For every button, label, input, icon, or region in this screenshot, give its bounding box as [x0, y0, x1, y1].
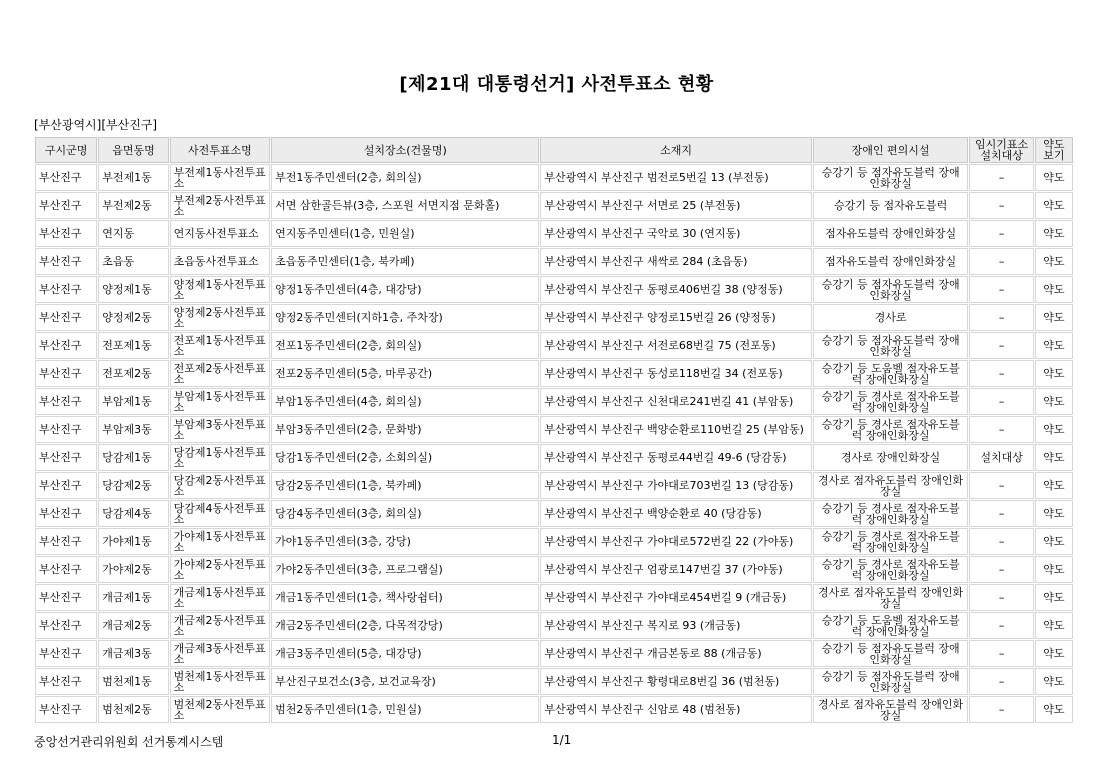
col-location-cell: 서면 삼한골든뷰(3층, 스포원 서면지점 문화홀) [271, 192, 539, 219]
col-location-cell: 개금1동주민센터(1층, 책사랑쉼터) [271, 584, 539, 611]
table-row [35, 220, 1073, 247]
col-district-cell: 부산진구 [35, 220, 97, 247]
col-dong-cell: 전포제2동 [98, 360, 168, 387]
col-address-cell: 부산광역시 부산진구 엄광로147번길 37 (가야동) [540, 556, 811, 583]
col-temp-booth-cell: – [969, 304, 1033, 331]
table-header-row [35, 137, 1073, 163]
col-map-cell[interactable]: 약도 [1035, 668, 1073, 695]
col-temp-booth-cell: – [969, 500, 1033, 527]
col-location-cell: 당감2동주민센터(1층, 북카페) [271, 472, 539, 499]
table-row [35, 696, 1073, 723]
col-address-cell: 부산광역시 부산진구 동성로118번길 34 (전포동) [540, 360, 811, 387]
table-row [35, 416, 1073, 443]
col-dong-cell: 가야제2동 [98, 556, 168, 583]
col-temp-booth-cell: – [969, 472, 1033, 499]
col-map-cell[interactable]: 약도 [1035, 696, 1073, 723]
col-district-cell: 부산진구 [35, 556, 97, 583]
table-row [35, 276, 1073, 303]
col-accessibility-cell: 승강기 등 도움벨 점자유도블럭 장애인화장실 [813, 612, 969, 639]
col-station-name-cell: 양정제2동사전투표소 [170, 304, 270, 331]
col-temp-booth-cell: – [969, 360, 1033, 387]
col-temp-booth-cell: – [969, 416, 1033, 443]
col-location-cell: 당감1동주민센터(2층, 소회의실) [271, 444, 539, 471]
col-accessibility-cell: 승강기 등 경사로 점자유도블럭 장애인화장실 [813, 416, 969, 443]
col-temp-booth-cell: – [969, 612, 1033, 639]
col-accessibility-cell: 점자유도블럭 장애인화장실 [813, 220, 969, 247]
col-address-cell: 부산광역시 부산진구 서전로68번길 75 (전포동) [540, 332, 811, 359]
table-row [35, 640, 1073, 667]
col-district-cell: 부산진구 [35, 500, 97, 527]
col-district-cell: 부산진구 [35, 304, 97, 331]
col-station-name-cell: 전포제1동사전투표소 [170, 332, 270, 359]
col-accessibility-cell: 경사로 점자유도블럭 장애인화장실 [813, 584, 969, 611]
col-dong-cell: 부전제1동 [98, 164, 168, 191]
table-row [35, 612, 1073, 639]
col-accessibility-cell: 승강기 등 점자유도블럭 장애인화장실 [813, 668, 969, 695]
col-address-cell: 부산광역시 부산진구 가야대로454번길 9 (개금동) [540, 584, 811, 611]
col-district-cell: 부산진구 [35, 612, 97, 639]
col-map-cell[interactable]: 약도 [1035, 640, 1073, 667]
col-location-cell: 부암1동주민센터(4층, 회의실) [271, 388, 539, 415]
col-station-name-cell: 범천제2동사전투표소 [170, 696, 270, 723]
col-map-cell[interactable]: 약도 [1035, 220, 1073, 247]
col-accessibility-cell: 승강기 등 점자유도블럭 장애인화장실 [813, 164, 969, 191]
table-body [35, 164, 1073, 723]
col-station-name-cell: 개금제1동사전투표소 [170, 584, 270, 611]
col-map-cell[interactable]: 약도 [1035, 248, 1073, 275]
col-map-cell[interactable]: 약도 [1035, 444, 1073, 471]
col-location-cell: 양정2동주민센터(지하1층, 주차장) [271, 304, 539, 331]
col-station-name-cell: 가야제1동사전투표소 [170, 528, 270, 555]
col-temp-booth-cell: – [969, 388, 1033, 415]
col-map-cell[interactable]: 약도 [1035, 584, 1073, 611]
col-temp-booth-cell: – [969, 584, 1033, 611]
col-map-cell[interactable]: 약도 [1035, 360, 1073, 387]
col-district-cell: 부산진구 [35, 360, 97, 387]
col-dong-cell: 부암제3동 [98, 416, 168, 443]
col-temp-booth-cell: – [969, 332, 1033, 359]
col-map-cell[interactable]: 약도 [1035, 192, 1073, 219]
table-row [35, 500, 1073, 527]
header-col-district: 구시군명 [35, 137, 97, 163]
col-dong-cell: 당감제2동 [98, 472, 168, 499]
col-location-cell: 전포2동주민센터(5층, 마루공간) [271, 360, 539, 387]
col-accessibility-cell: 경사로 점자유도블럭 장애인화장실 [813, 696, 969, 723]
col-address-cell: 부산광역시 부산진구 신암로 48 (범천동) [540, 696, 811, 723]
col-map-cell[interactable]: 약도 [1035, 528, 1073, 555]
col-temp-booth-cell: – [969, 556, 1033, 583]
col-address-cell: 부산광역시 부산진구 백양순환로 40 (당감동) [540, 500, 811, 527]
header-col-temp-booth: 임시기표소 설치대상 [969, 137, 1033, 163]
table-row [35, 584, 1073, 611]
col-map-cell[interactable]: 약도 [1035, 388, 1073, 415]
col-temp-booth-cell: – [969, 668, 1033, 695]
region-breadcrumb: [부산광역시][부산진구] [34, 118, 158, 132]
col-location-cell: 범천2동주민센터(1층, 민원실) [271, 696, 539, 723]
header-col-station-name: 사전투표소명 [170, 137, 270, 163]
col-dong-cell: 개금제1동 [98, 584, 168, 611]
col-district-cell: 부산진구 [35, 192, 97, 219]
col-accessibility-cell: 승강기 등 점자유도블럭 장애인화장실 [813, 332, 969, 359]
col-temp-booth-cell: – [969, 220, 1033, 247]
col-temp-booth-cell: – [969, 528, 1033, 555]
col-location-cell: 개금2동주민센터(2층, 다목적강당) [271, 612, 539, 639]
col-dong-cell: 개금제3동 [98, 640, 168, 667]
col-dong-cell: 범천제2동 [98, 696, 168, 723]
col-station-name-cell: 초읍동사전투표소 [170, 248, 270, 275]
col-address-cell: 부산광역시 부산진구 개금본동로 88 (개금동) [540, 640, 811, 667]
col-dong-cell: 가야제1동 [98, 528, 168, 555]
table-row [35, 248, 1073, 275]
col-district-cell: 부산진구 [35, 164, 97, 191]
col-temp-booth-cell: – [969, 248, 1033, 275]
col-accessibility-cell: 승강기 등 경사로 점자유도블럭 장애인화장실 [813, 556, 969, 583]
col-district-cell: 부산진구 [35, 416, 97, 443]
col-map-cell[interactable]: 약도 [1035, 416, 1073, 443]
col-station-name-cell: 가야제2동사전투표소 [170, 556, 270, 583]
col-temp-booth-cell: – [969, 696, 1033, 723]
col-station-name-cell: 부암제1동사전투표소 [170, 388, 270, 415]
col-district-cell: 부산진구 [35, 472, 97, 499]
col-station-name-cell: 부전제1동사전투표소 [170, 164, 270, 191]
col-map-cell[interactable]: 약도 [1035, 500, 1073, 527]
table-row [35, 164, 1073, 191]
table-row [35, 556, 1073, 583]
col-temp-booth-cell: – [969, 192, 1033, 219]
header-col-map: 약도 보기 [1035, 137, 1073, 163]
col-address-cell: 부산광역시 부산진구 양정로15번길 26 (양정동) [540, 304, 811, 331]
col-accessibility-cell: 승강기 등 경사로 점자유도블럭 장애인화장실 [813, 528, 969, 555]
col-accessibility-cell: 승강기 등 도움벨 점자유도블럭 장애인화장실 [813, 360, 969, 387]
col-address-cell: 부산광역시 부산진구 새싹로 284 (초읍동) [540, 248, 811, 275]
header-col-location: 설치장소(건물명) [271, 137, 539, 163]
col-station-name-cell: 당감제4동사전투표소 [170, 500, 270, 527]
col-station-name-cell: 당감제2동사전투표소 [170, 472, 270, 499]
col-location-cell: 개금3동주민센터(5층, 대강당) [271, 640, 539, 667]
col-dong-cell: 부전제2동 [98, 192, 168, 219]
col-map-cell[interactable]: 약도 [1035, 164, 1073, 191]
col-address-cell: 부산광역시 부산진구 황령대로8번길 36 (범천동) [540, 668, 811, 695]
col-dong-cell: 당감제1동 [98, 444, 168, 471]
col-address-cell: 부산광역시 부산진구 가야대로703번길 13 (당감동) [540, 472, 811, 499]
col-map-cell[interactable]: 약도 [1035, 556, 1073, 583]
col-dong-cell: 개금제2동 [98, 612, 168, 639]
col-station-name-cell: 전포제2동사전투표소 [170, 360, 270, 387]
col-accessibility-cell: 경사로 [813, 304, 969, 331]
col-location-cell: 초읍동주민센터(1층, 북카페) [271, 248, 539, 275]
col-dong-cell: 양정제1동 [98, 276, 168, 303]
page-title: [제21대 대통령선거] 사전투표소 현황 [399, 74, 714, 95]
col-location-cell: 당감4동주민센터(3층, 회의실) [271, 500, 539, 527]
table-row [35, 304, 1073, 331]
col-address-cell: 부산광역시 부산진구 국악로 30 (연지동) [540, 220, 811, 247]
table-row [35, 668, 1073, 695]
col-district-cell: 부산진구 [35, 332, 97, 359]
col-address-cell: 부산광역시 부산진구 백양순환로110번길 25 (부암동) [540, 416, 811, 443]
col-temp-booth-cell: – [969, 276, 1033, 303]
col-accessibility-cell: 승강기 등 점자유도블럭 장애인화장실 [813, 276, 969, 303]
col-address-cell: 부산광역시 부산진구 동평로44번길 49-6 (당감동) [540, 444, 811, 471]
footer-page-number: 1/1 [552, 733, 572, 747]
col-station-name-cell: 당감제1동사전투표소 [170, 444, 270, 471]
footer-organization: 중앙선거관리위원회 선거통계시스템 [34, 735, 224, 749]
col-address-cell: 부산광역시 부산진구 복지로 93 (개금동) [540, 612, 811, 639]
col-dong-cell: 초읍동 [98, 248, 168, 275]
col-district-cell: 부산진구 [35, 276, 97, 303]
col-accessibility-cell: 승강기 등 점자유도블럭 [813, 192, 969, 219]
col-district-cell: 부산진구 [35, 584, 97, 611]
col-location-cell: 부산진구보건소(3층, 보건교육장) [271, 668, 539, 695]
col-location-cell: 가야1동주민센터(3층, 강당) [271, 528, 539, 555]
col-district-cell: 부산진구 [35, 640, 97, 667]
header-col-address: 소재지 [540, 137, 811, 163]
col-map-cell[interactable]: 약도 [1035, 304, 1073, 331]
col-dong-cell: 전포제1동 [98, 332, 168, 359]
table-row [35, 444, 1073, 471]
col-address-cell: 부산광역시 부산진구 가야대로572번길 22 (가야동) [540, 528, 811, 555]
col-district-cell: 부산진구 [35, 388, 97, 415]
header-col-dong: 읍면동명 [98, 137, 168, 163]
col-temp-booth-cell: – [969, 164, 1033, 191]
table-row [35, 528, 1073, 555]
table-row [35, 472, 1073, 499]
col-map-cell[interactable]: 약도 [1035, 276, 1073, 303]
table-row [35, 388, 1073, 415]
col-station-name-cell: 부암제3동사전투표소 [170, 416, 270, 443]
col-accessibility-cell: 승강기 등 경사로 점자유도블럭 장애인화장실 [813, 500, 969, 527]
col-accessibility-cell: 경사로 장애인화장실 [813, 444, 969, 471]
header-col-accessibility: 장애인 편의시설 [813, 137, 969, 163]
col-location-cell: 양정1동주민센터(4층, 대강당) [271, 276, 539, 303]
col-dong-cell: 연지동 [98, 220, 168, 247]
col-temp-booth-cell: 설치대상 [969, 444, 1033, 471]
col-address-cell: 부산광역시 부산진구 동평로406번길 38 (양정동) [540, 276, 811, 303]
col-dong-cell: 범천제1동 [98, 668, 168, 695]
col-accessibility-cell: 점자유도블럭 장애인화장실 [813, 248, 969, 275]
col-dong-cell: 부암제1동 [98, 388, 168, 415]
col-station-name-cell: 개금제3동사전투표소 [170, 640, 270, 667]
col-station-name-cell: 연지동사전투표소 [170, 220, 270, 247]
col-dong-cell: 양정제2동 [98, 304, 168, 331]
col-accessibility-cell: 승강기 등 경사로 점자유도블럭 장애인화장실 [813, 388, 969, 415]
col-address-cell: 부산광역시 부산진구 서면로 25 (부전동) [540, 192, 811, 219]
col-location-cell: 부암3동주민센터(2층, 문화방) [271, 416, 539, 443]
col-district-cell: 부산진구 [35, 444, 97, 471]
col-address-cell: 부산광역시 부산진구 신천대로241번길 41 (부암동) [540, 388, 811, 415]
col-accessibility-cell: 경사로 점자유도블럭 장애인화장실 [813, 472, 969, 499]
col-accessibility-cell: 승강기 등 점자유도블럭 장애인화장실 [813, 640, 969, 667]
table-row [35, 332, 1073, 359]
col-map-cell[interactable]: 약도 [1035, 332, 1073, 359]
col-location-cell: 전포1동주민센터(2층, 회의실) [271, 332, 539, 359]
col-temp-booth-cell: – [969, 640, 1033, 667]
table-row [35, 192, 1073, 219]
col-station-name-cell: 부전제2동사전투표소 [170, 192, 270, 219]
col-map-cell[interactable]: 약도 [1035, 472, 1073, 499]
col-location-cell: 연지동주민센터(1층, 민원실) [271, 220, 539, 247]
polling-station-table [34, 136, 1074, 724]
col-district-cell: 부산진구 [35, 668, 97, 695]
table-row [35, 360, 1073, 387]
col-address-cell: 부산광역시 부산진구 범전로5번길 13 (부전동) [540, 164, 811, 191]
col-station-name-cell: 범천제1동사전투표소 [170, 668, 270, 695]
col-station-name-cell: 양정제1동사전투표소 [170, 276, 270, 303]
col-station-name-cell: 개금제2동사전투표소 [170, 612, 270, 639]
col-district-cell: 부산진구 [35, 528, 97, 555]
col-district-cell: 부산진구 [35, 696, 97, 723]
col-location-cell: 부전1동주민센터(2층, 회의실) [271, 164, 539, 191]
col-district-cell: 부산진구 [35, 248, 97, 275]
col-dong-cell: 당감제4동 [98, 500, 168, 527]
col-location-cell: 가야2동주민센터(3층, 프로그램실) [271, 556, 539, 583]
col-map-cell[interactable]: 약도 [1035, 612, 1073, 639]
